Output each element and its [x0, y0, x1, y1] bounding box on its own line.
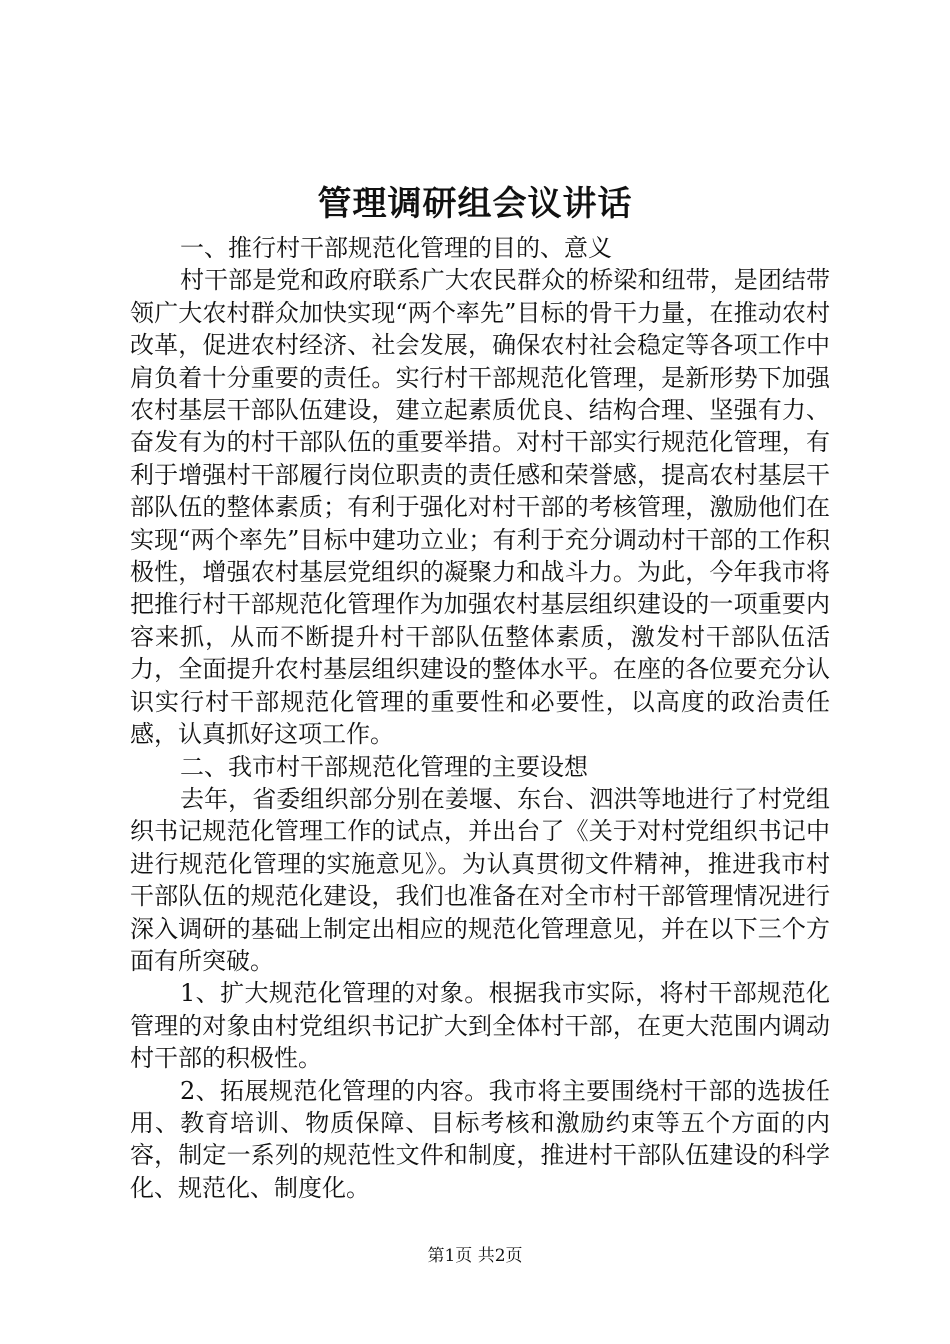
section-heading-2: 二、我市村干部规范化管理的主要设想	[180, 752, 588, 781]
document-body	[130, 232, 830, 1204]
document-title: 管理调研组会议讲话	[317, 184, 633, 224]
section-heading-1: 一、推行村干部规范化管理的目的、意义	[180, 234, 612, 262]
body-paragraph-1: 村干部是党和政府联系广大农民群众的桥梁和纽带，是团结带领广大农村群众加快实现“两个率先”目标的骨干力量，在推动农村改革，促进农村经济、社会发展，确保农村社会稳定等各项工作中肩负着十分重要的责任。实行村干部规范化管理，是新形势下加强农村基层干部队伍建设，建立起素质优良、结构合理、坚强有力、奋发有为的村干部队伍的重要举措。对村干部实行规范化管理，有利于增强村干部履行岗位职责的责任感和荣誉感，提高农村基层干部队伍的整体素质；有利于强化对村干部的考核管理，激励他们在实现“两个率先”目标中建功立业；有利于充分调动村干部的工作积极性，增强农村基层党组织的凝聚力和战斗力。为此，今年我市将把推行村干部规范化管理作为加强农村基层组织建设的一项重要内容来抓，从而不断提升村干部队伍整体素质，激发村干部队伍活力，全面提升农村基层组织建设的整体水平。在座的各位要充分认识实行村干部规范化管理的重要性和必要性，以高度的政治责任感，认真抓好这项工作。	[130, 266, 830, 749]
body-paragraph-2: 去年，省委组织部分别在姜堰、东台、泗洪等地进行了村党组织书记规范化管理工作的试点，并出台了《关于对村党组织书记中进行规范化管理的实施意见》。为认真贯彻文件精神，推进我市村干部队伍的规范化建设，我们也准备在对全市村干部管理情况进行深入调研的基础上制定出相应的规范化管理意见，并在以下三个方面有所突破。	[130, 784, 830, 975]
body-paragraph-4: 2、拓展规范化管理的内容。我市将主要围绕村干部的选拔任用、教育培训、物质保障、目标考核和激励约束等五个方面的内容，制定一系列的规范性文件和制度，推进村干部队伍建设的科学化、规范化、制度化。	[130, 1076, 830, 1202]
page-number-footer: 第1页 共2页	[427, 1246, 523, 1266]
body-paragraph-3: 1、扩大规范化管理的对象。根据我市实际，将村干部规范化管理的对象由村党组织书记扩大到全体村干部，在更大范围内调动村干部的积极性。	[130, 979, 830, 1073]
